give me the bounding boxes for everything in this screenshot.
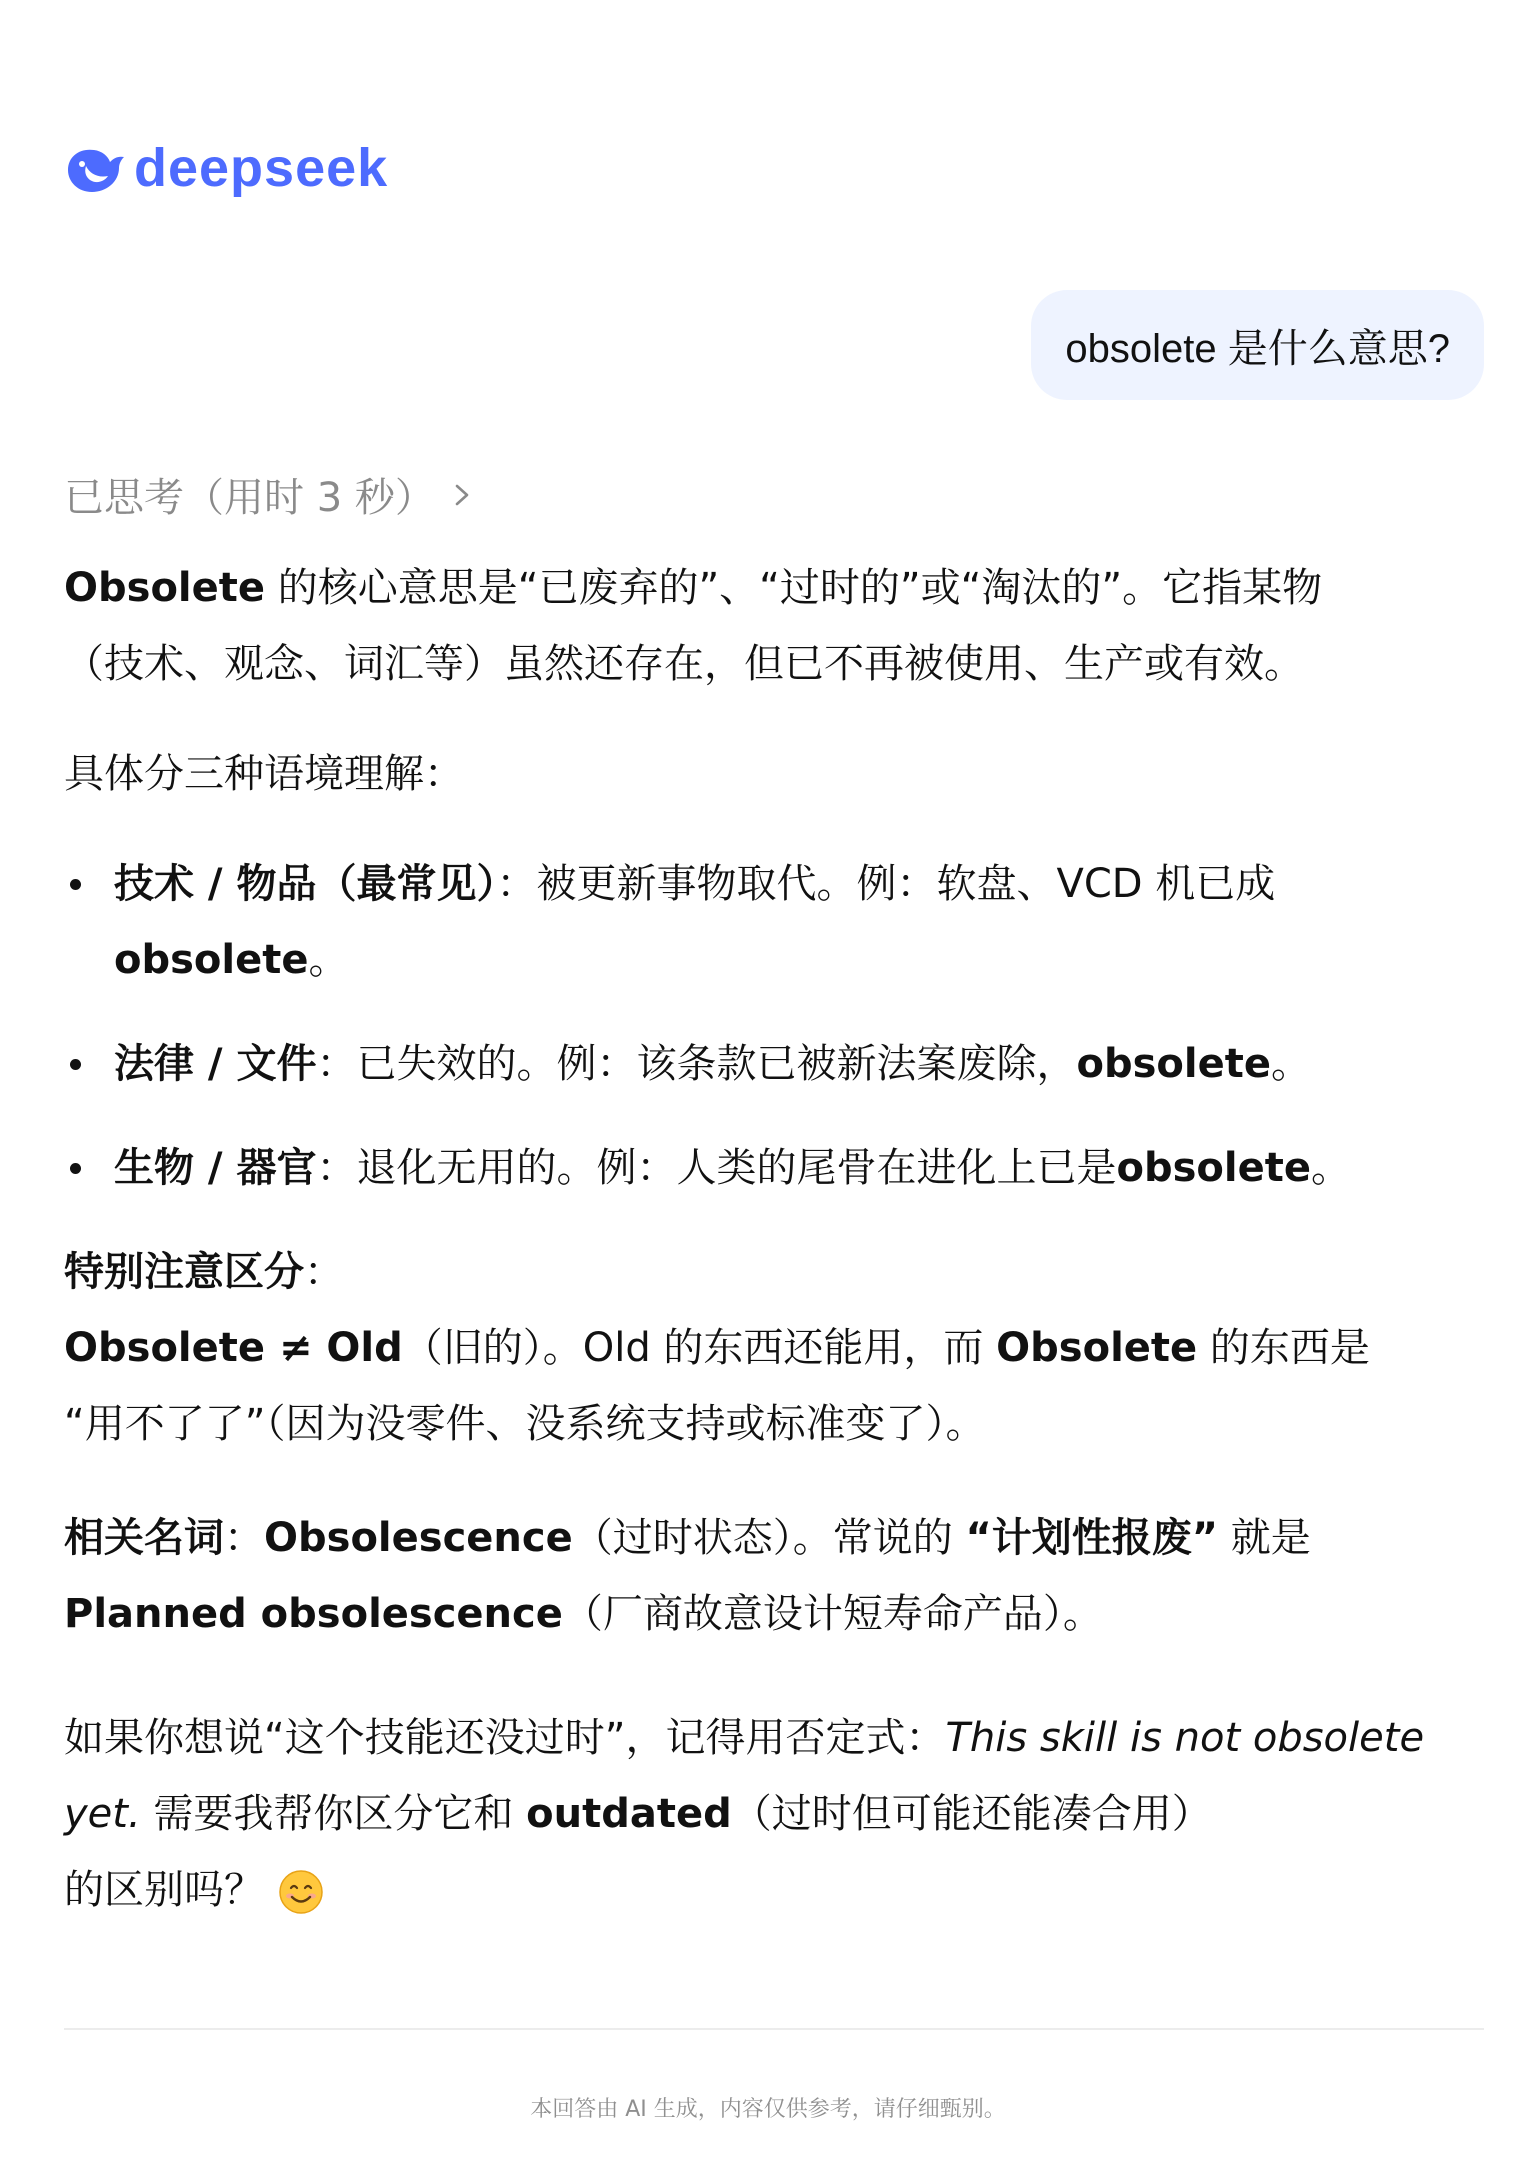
bullet-dot [70,1163,81,1174]
related-terms [64,1500,1484,1652]
final-text-4: 的区别吗？ [64,1867,264,1913]
related-bold-2: “计划性报废” [965,1515,1219,1561]
bullet-colon: ： [316,1041,357,1087]
bullet-text: 已失效的。例：该条款已被新法案废除， [356,1041,1077,1087]
bullet-text: 被更新事物取代。例：软盘、VCD 机已成 [536,861,1276,907]
bullet-text: 退化无用的。例：人类的尾骨在进化上已是 [356,1145,1117,1191]
note-text-3: “用不了了”（因为没零件、没系统支持或标准变了）。 [64,1401,986,1447]
thinking-toggle[interactable] [64,466,473,523]
note-bold-1: Obsolete ≠ Old [64,1325,403,1371]
bullet-dot [70,879,81,890]
related-text-1: （过时状态）。常说的 [572,1515,966,1561]
term-bold: Obsolete [64,565,266,611]
final-italic: This skill is not obsolete yet. [64,1715,1425,1837]
related-text-3: （厂商故意设计短寿命产品）。 [562,1591,1103,1637]
logo-text: deepseek [134,138,389,198]
bullet-colon: ： [496,861,537,907]
note-heading [64,1234,1484,1310]
thinking-label: 已思考（用时 3 秒） [64,475,435,521]
bullet-colon: ： [316,1145,357,1191]
ai-disclaimer: 本回答由 AI 生成，内容仅供参考，请仔细甄别。 [530,2097,1006,2122]
chevron-right-icon [451,484,473,506]
bullet-heading: 技术 / 物品（最常见） [114,861,497,907]
bullet-dot [70,1059,81,1070]
bullet-end: 。 [1310,1145,1351,1191]
smiling-face-emoji-icon [278,1869,324,1915]
list-item [64,1130,1484,1206]
bullet-heading: 生物 / 器官 [114,1145,317,1191]
related-bold-3: Planned obsolescence [64,1591,563,1637]
note-title: 特别注意区分 [64,1249,304,1295]
list-item [64,846,1484,998]
bullet-term: obsolete [1116,1145,1311,1191]
final-text-1: 如果你想说“这个技能还没过时”，记得用否定式： [64,1715,946,1761]
final-text-2: 需要我帮你区分它和 [140,1791,527,1837]
final-text-3: （过时但可能还能凑合用） [731,1791,1212,1837]
answer-definition [64,550,1484,702]
bullet-heading: 法律 / 文件 [114,1041,317,1087]
related-label: 相关名词 [64,1515,224,1561]
note-colon: ： [304,1249,344,1295]
bullet-end: 。 [1270,1041,1311,1087]
related-text-2: 就是 [1218,1515,1311,1561]
bullet-term: obsolete [114,937,309,983]
user-message-bubble: obsolete 是什么意思? [1031,290,1484,400]
context-list [64,846,1484,1206]
assistant-answer [64,550,1484,1928]
note-bold-2: Obsolete [996,1325,1198,1371]
footer-divider [64,2028,1484,2030]
bullet-term: obsolete [1076,1041,1271,1087]
related-colon: ： [224,1515,264,1561]
final-bold: outdated [526,1791,732,1837]
definition-text-2: （技术、观念、词汇等）虽然还存在，但已不再被使用、生产或有效。 [64,641,1304,687]
definition-text-1: 的核心意思是“已废弃的”、“过时的”或“淘汰的”。它指某物 [265,565,1323,611]
deepseek-logo[interactable] [64,140,388,196]
answer-intro: 具体分三种语境理解： [64,751,464,797]
note-body [64,1310,1484,1462]
whale-icon [64,140,128,196]
bullet-end: 。 [308,937,349,983]
related-bold-1: Obsolescence [264,1515,573,1561]
note-text-1: （旧的）。Old 的东西还能用，而 [402,1325,997,1371]
list-item [64,1026,1484,1102]
closing-paragraph [64,1700,1484,1928]
note-text-2: 的东西是 [1197,1325,1370,1371]
